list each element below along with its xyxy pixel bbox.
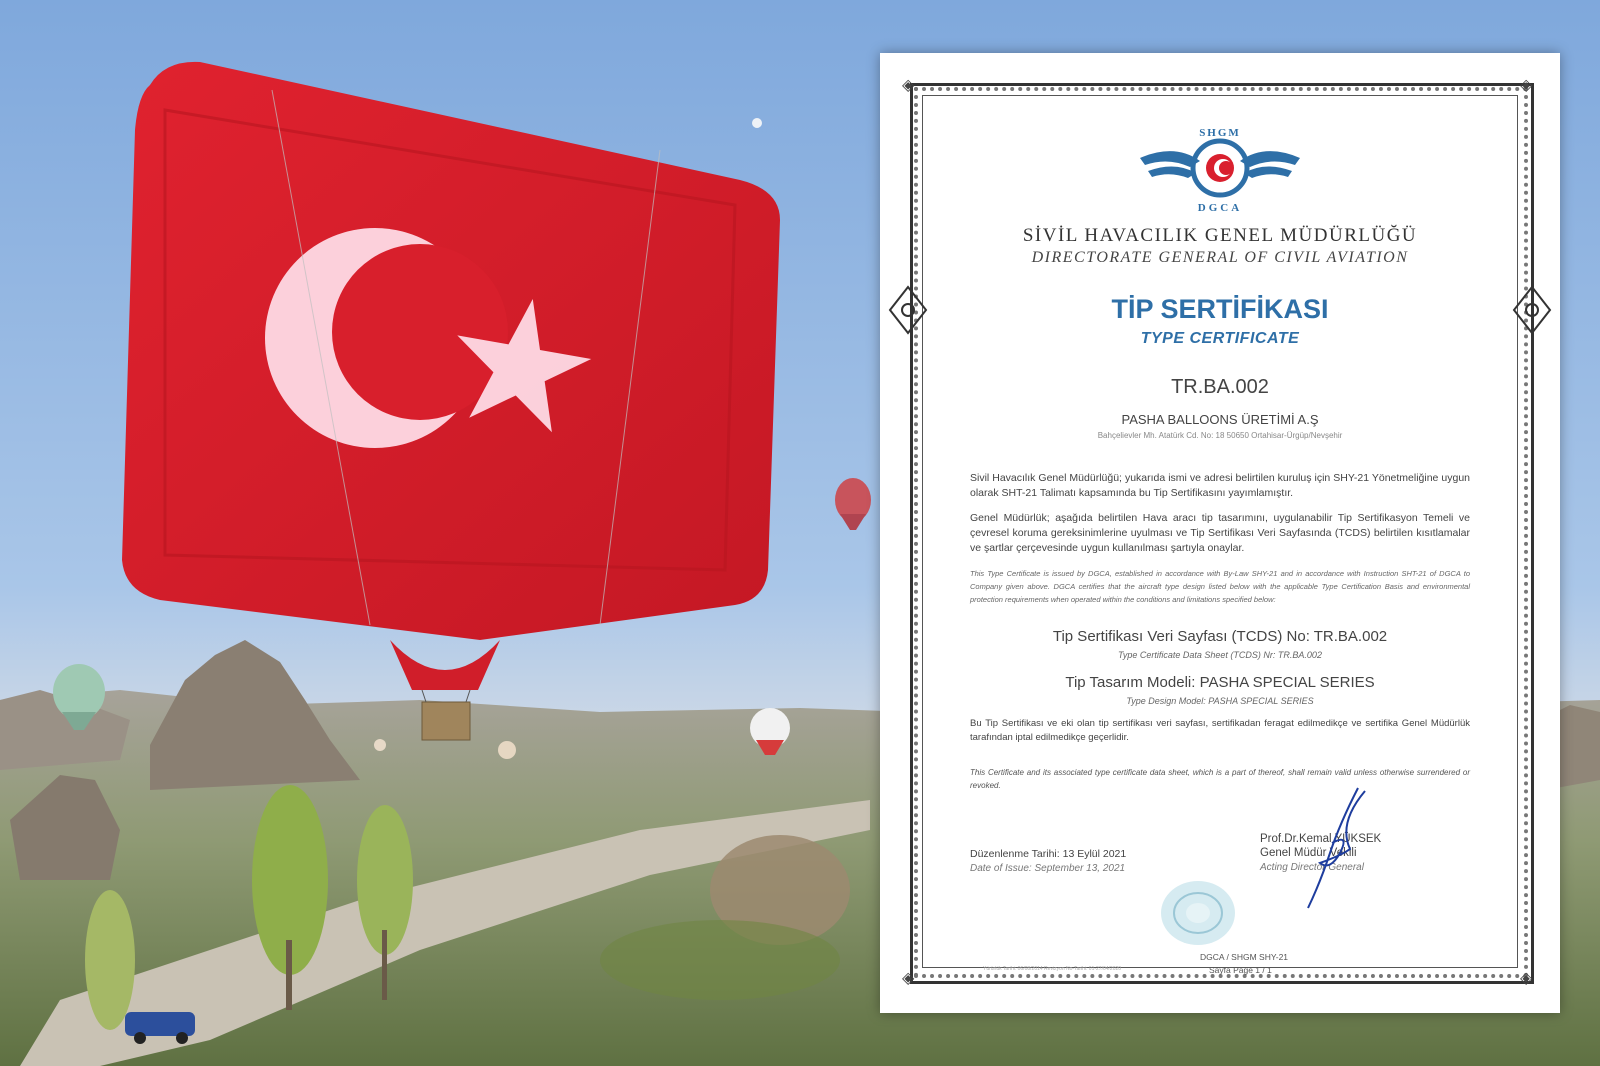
type-design-model-tr: Tip Tasarım Modeli: PASHA SPECIAL SERIES — [1065, 674, 1375, 691]
type-certificate-document — [880, 53, 1560, 1013]
signatory-title-tr: Genel Müdür Vekili — [1260, 847, 1357, 859]
signatory-name: Prof.Dr.Kemal YÜKSEK — [1260, 833, 1382, 845]
handwritten-signature — [1280, 783, 1390, 913]
svg-text:SHGM: SHGM — [1199, 127, 1241, 139]
issue-date-en: Date of Issue: September 13, 2021 — [970, 863, 1126, 874]
corner-ornament-icon: ◈ — [1520, 968, 1533, 987]
paragraph-validity-tr: Bu Tip Sertifikası ve eki olan tip sertifikası veri sayfası, sertifikadan feragat edilmedikçe ve sertifika Genel Müdürlük tarafından iptal edilmedikçe geçerlidir. — [970, 718, 1470, 743]
organization-name-en: DIRECTORATE GENERAL OF CIVIL AVIATION — [1031, 249, 1409, 266]
type-design-model-en: Type Design Model: PASHA SPECIAL SERIES — [1126, 696, 1314, 706]
hologram-seal-icon — [1158, 878, 1238, 948]
basket — [422, 702, 470, 740]
certificate-title-tr: TİP SERTİFİKASI — [1111, 294, 1329, 324]
paragraph-validity-en: This Certificate and its associated type certificate data sheet, which is a part of thereof, shall remain valid unless otherwise surrendered or revoked. — [970, 768, 1470, 790]
issue-date-tr: Düzenlenme Tarihi: 13 Eylül 2021 — [970, 848, 1127, 860]
paragraph-approval-tr: Genel Müdürlük; aşağıda belirtilen Hava aracı tip tasarımını, uygulanabilir Tip Sertifikasyon Temeli ve çevresel koruma gereksinimlerine uyulması ve Tip Sertifikası Veri Sayfasında (TCDS) belirtilen kısıtlamalar ve şartlar çerçevesinde uygun kullanılması şartıyla onaylar. — [970, 512, 1470, 554]
signatory-title-en: Acting Director General — [1260, 862, 1364, 873]
tcds-number-en: Type Certificate Data Sheet (TCDS) Nr: TR.BA.002 — [1118, 650, 1322, 660]
paragraph-issuance-en: This Type Certificate is issued by DGCA, established in accordance with By-Law SHY-21 and in accordance with Instruction SHT-21 of DGCA to Company given above. DGCA certifies that the aircraft type design listed below with the applicable Type Certification Basis and environmental protection requirements when operated within the conditions and limitations specified below: — [970, 569, 1470, 604]
svg-text:DGCA: DGCA — [1197, 202, 1243, 214]
corner-ornament-icon: ◈ — [902, 75, 915, 94]
certificate-number: TR.BA.002 — [1171, 376, 1269, 398]
tcds-number-tr: Tip Sertifikası Veri Sayfası (TCDS) No: TR.BA.002 — [1052, 628, 1388, 645]
certificate-title-en: TYPE CERTIFICATE — [1140, 330, 1300, 347]
footer-revision-info: Yürürlük Tarihi: 06/08/2014 Revizyon No-Tarihi: 01-27/04/2020 — [983, 966, 1122, 972]
wings-emblem-icon — [1130, 123, 1310, 218]
company-name: PASHA BALLOONS ÜRETİMİ A.Ş — [1121, 412, 1319, 427]
issue-date-block — [970, 848, 1126, 874]
organization-name-tr: SİVİL HAVACILIK GENEL MÜDÜRLÜĞÜ — [1022, 225, 1418, 246]
moon — [752, 118, 762, 128]
vehicle-icon — [125, 1012, 195, 1036]
footer-form-code: DGCA / SHGM SHY-21 — [1200, 952, 1289, 962]
tree — [85, 890, 135, 1030]
paragraph-issuance-tr: Sivil Havacılık Genel Müdürlüğü; yukarıda ismi ve adresi belirtilen kuruluş için SHY-21 Yönetmeliğine uygun olarak SHT-21 Talimatı kapsamında bu Tip Sertifikasını yayımlamıştır. — [970, 472, 1470, 499]
corner-ornament-icon: ◈ — [1520, 75, 1533, 94]
corner-ornament-icon: ◈ — [902, 968, 915, 987]
company-address: Bahçelievler Mh. Atatürk Cd. No: 18 50650 Ortahisar-Ürgüp/Nevşehir — [1097, 431, 1343, 440]
footer-page-number: Sayfa Page 1 / 1 — [1209, 965, 1272, 975]
